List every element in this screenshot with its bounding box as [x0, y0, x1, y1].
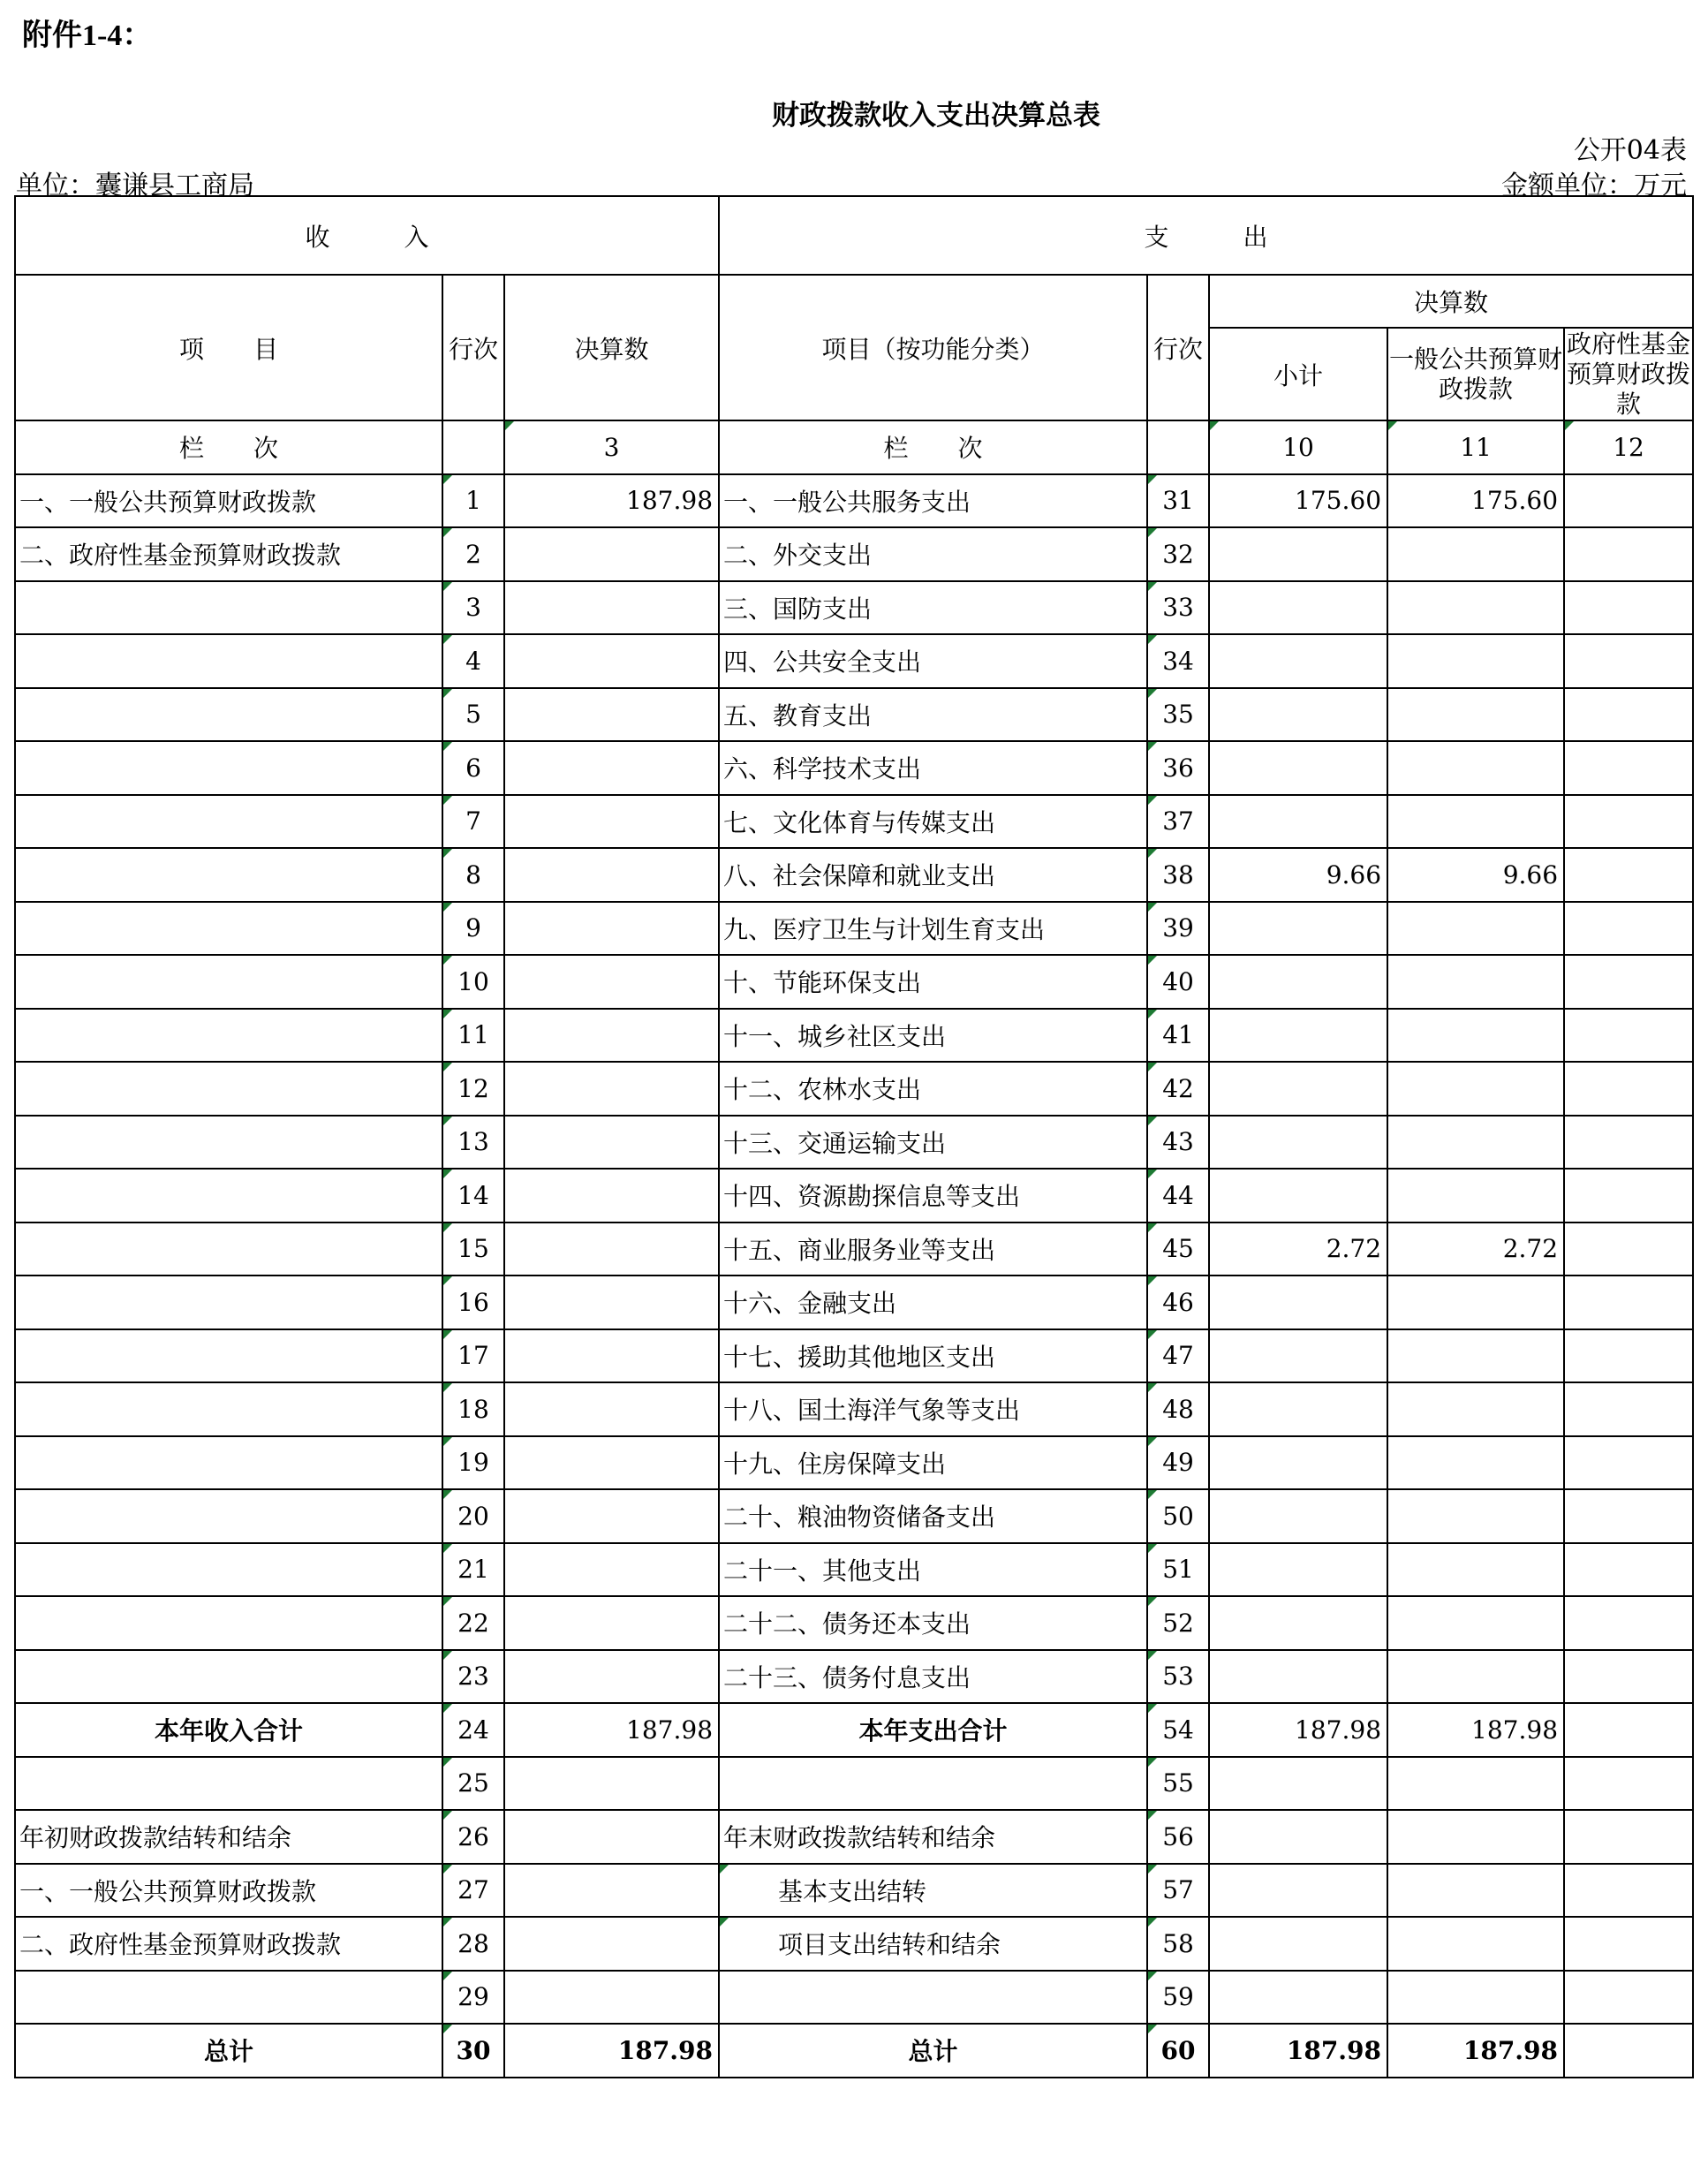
table-row: [15, 1543, 1693, 1597]
expense-line-no: 45: [1147, 1223, 1209, 1276]
expense-line-no: 32: [1147, 527, 1209, 581]
expense-gov-fund: [1564, 1917, 1693, 1971]
income-amount: [504, 1276, 719, 1329]
table-row: [15, 848, 1693, 902]
expense-general-budget: [1387, 1489, 1564, 1543]
expense-header: 支 出: [719, 196, 1693, 275]
income-item: [15, 1062, 442, 1116]
income-item: [15, 848, 442, 902]
income-item: [15, 902, 442, 956]
expense-item: 三、国防支出: [719, 581, 1147, 635]
col-10-label: 10: [1209, 420, 1387, 474]
expense-gov-fund: [1564, 1864, 1693, 1918]
gov-fund-header: 政府性基金预算财政拨款: [1564, 328, 1693, 420]
expense-item: 总计: [719, 2024, 1147, 2078]
expense-gov-fund: [1564, 1703, 1693, 1757]
expense-gov-fund: [1564, 634, 1693, 688]
expense-item: 本年支出合计: [719, 1703, 1147, 1757]
expense-general-budget: [1387, 1276, 1564, 1329]
income-line-no: 6: [442, 741, 504, 795]
col-3-label: 3: [504, 420, 719, 474]
income-amount: [504, 848, 719, 902]
expense-subtotal: 2.72: [1209, 1223, 1387, 1276]
income-item: [15, 1436, 442, 1490]
income-line-no: 26: [442, 1810, 504, 1864]
expense-general-budget: 187.98: [1387, 2024, 1564, 2078]
expense-gov-fund: [1564, 1971, 1693, 2025]
table-row: [15, 1810, 1693, 1864]
income-item: 总计: [15, 2024, 442, 2078]
expense-gov-fund: [1564, 2024, 1693, 2078]
expense-gov-fund: [1564, 1116, 1693, 1170]
income-line-no: 10: [442, 955, 504, 1009]
expense-item: 六、科学技术支出: [719, 741, 1147, 795]
table-row: [15, 634, 1693, 688]
table-row: [15, 1062, 1693, 1116]
expense-line-no: 53: [1147, 1650, 1209, 1704]
expense-item: 七、文化体育与传媒支出: [719, 795, 1147, 849]
income-amount: [504, 1329, 719, 1383]
expense-line-no: 37: [1147, 795, 1209, 849]
expense-line-no: 46: [1147, 1276, 1209, 1329]
income-line-no: 5: [442, 688, 504, 742]
expense-line-no: 52: [1147, 1596, 1209, 1650]
income-line-no: 3: [442, 581, 504, 635]
expense-subtotal: [1209, 634, 1387, 688]
expense-subtotal: [1209, 1062, 1387, 1116]
income-line-no: 29: [442, 1971, 504, 2025]
income-line-no: 16: [442, 1276, 504, 1329]
expense-line-no: 41: [1147, 1009, 1209, 1063]
expense-general-budget: 9.66: [1387, 848, 1564, 902]
income-amount: [504, 1757, 719, 1811]
expense-gov-fund: [1564, 581, 1693, 635]
income-item-header: 项 目: [15, 275, 442, 420]
income-amount: [504, 1169, 719, 1223]
income-line-no: 12: [442, 1062, 504, 1116]
expense-general-budget: [1387, 902, 1564, 956]
expense-general-budget: [1387, 741, 1564, 795]
expense-subtotal: [1209, 1276, 1387, 1329]
table-row: [15, 581, 1693, 635]
income-item: [15, 741, 442, 795]
income-item: [15, 581, 442, 635]
expense-subtotal: 175.60: [1209, 474, 1387, 528]
form-number: 公开04表: [1573, 135, 1687, 166]
income-line-no: 15: [442, 1223, 504, 1276]
expense-gov-fund: [1564, 1382, 1693, 1436]
income-header: 收 入: [15, 196, 719, 275]
table-row: [15, 1971, 1693, 2025]
expense-item: 四、公共安全支出: [719, 634, 1147, 688]
expense-item: 项目支出结转和结余: [719, 1917, 1147, 1971]
expense-gov-fund: [1564, 1062, 1693, 1116]
expense-general-budget: [1387, 1329, 1564, 1383]
income-amount: [504, 527, 719, 581]
income-item: [15, 1169, 442, 1223]
expense-gov-fund: [1564, 527, 1693, 581]
expense-gov-fund: [1564, 1276, 1693, 1329]
expense-item: 十二、农林水支出: [719, 1062, 1147, 1116]
income-line-no: 27: [442, 1864, 504, 1918]
income-item: [15, 1276, 442, 1329]
expense-subtotal: [1209, 1543, 1387, 1597]
expense-line-no: 55: [1147, 1757, 1209, 1811]
income-item: 一、一般公共预算财政拨款: [15, 474, 442, 528]
income-line-no: 25: [442, 1757, 504, 1811]
expense-subtotal: [1209, 1169, 1387, 1223]
expense-general-budget: [1387, 1382, 1564, 1436]
expense-general-budget: [1387, 1757, 1564, 1811]
expense-subtotal: [1209, 1436, 1387, 1490]
income-line-no: 11: [442, 1009, 504, 1063]
expense-subtotal: [1209, 955, 1387, 1009]
expense-amount-header: 决算数: [1209, 275, 1693, 328]
year-total-row: [15, 1703, 1693, 1757]
expense-line-no: 39: [1147, 902, 1209, 956]
income-item: [15, 795, 442, 849]
page-title: 财政拨款收入支出决算总表: [772, 100, 1100, 132]
expense-gov-fund: [1564, 955, 1693, 1009]
expense-subtotal: [1209, 1489, 1387, 1543]
expense-gov-fund: [1564, 1009, 1693, 1063]
expense-subtotal: [1209, 527, 1387, 581]
expense-gov-fund: [1564, 795, 1693, 849]
table-row: [15, 527, 1693, 581]
income-item: [15, 1489, 442, 1543]
expense-line-column: [1147, 420, 1209, 474]
expense-line-no: 60: [1147, 2024, 1209, 2078]
expense-item: 二十、粮油物资储备支出: [719, 1489, 1147, 1543]
expense-item-header: 项目（按功能分类）: [719, 275, 1147, 420]
income-amount: [504, 1116, 719, 1170]
expense-general-budget: [1387, 1596, 1564, 1650]
table-row: [15, 688, 1693, 742]
income-item: [15, 1543, 442, 1597]
expense-line-no: 34: [1147, 634, 1209, 688]
income-amount-header: 决算数: [504, 275, 719, 420]
expense-item: 五、教育支出: [719, 688, 1147, 742]
expense-line-no: 59: [1147, 1971, 1209, 2025]
expense-general-budget: 187.98: [1387, 1703, 1564, 1757]
expense-item: 十九、住房保障支出: [719, 1436, 1147, 1490]
expense-subtotal: 187.98: [1209, 2024, 1387, 2078]
income-item: [15, 1223, 442, 1276]
table-row: [15, 1276, 1693, 1329]
income-line-no: 22: [442, 1596, 504, 1650]
table-row: [15, 741, 1693, 795]
income-column-label: 栏 次: [15, 420, 442, 474]
income-amount: [504, 1382, 719, 1436]
subtotal-header: 小计: [1209, 328, 1387, 420]
income-item: [15, 688, 442, 742]
income-line-no: 18: [442, 1382, 504, 1436]
income-item: [15, 1757, 442, 1811]
income-line-no: 2: [442, 527, 504, 581]
table-row: [15, 1864, 1693, 1918]
income-amount: [504, 902, 719, 956]
expense-general-budget: 2.72: [1387, 1223, 1564, 1276]
expense-column-label: 栏 次: [719, 420, 1147, 474]
expense-line-no: 49: [1147, 1436, 1209, 1490]
income-amount: [504, 1917, 719, 1971]
table-row: [15, 474, 1693, 528]
expense-item: 十三、交通运输支出: [719, 1116, 1147, 1170]
expense-item: 十、节能环保支出: [719, 955, 1147, 1009]
expense-item: [719, 1757, 1147, 1811]
expense-general-budget: [1387, 1009, 1564, 1063]
expense-gov-fund: [1564, 1436, 1693, 1490]
expense-subtotal: [1209, 902, 1387, 956]
expense-item: 二、外交支出: [719, 527, 1147, 581]
expense-subtotal: [1209, 688, 1387, 742]
attachment-label: 附件1-4：: [22, 19, 153, 52]
expense-gov-fund: [1564, 848, 1693, 902]
expense-item: 十七、援助其他地区支出: [719, 1329, 1147, 1383]
expense-general-budget: [1387, 688, 1564, 742]
expense-general-budget: [1387, 581, 1564, 635]
expense-general-budget: [1387, 1436, 1564, 1490]
income-line-header: 行次: [442, 275, 504, 420]
expense-line-no: 31: [1147, 474, 1209, 528]
expense-general-budget: [1387, 1650, 1564, 1704]
expense-subtotal: [1209, 1329, 1387, 1383]
income-amount: [504, 795, 719, 849]
table-row: [15, 955, 1693, 1009]
expense-line-no: 38: [1147, 848, 1209, 902]
expense-subtotal: [1209, 795, 1387, 849]
expense-subtotal: [1209, 1864, 1387, 1918]
expense-subtotal: [1209, 741, 1387, 795]
income-item: [15, 634, 442, 688]
expense-general-budget: [1387, 527, 1564, 581]
expense-subtotal: [1209, 581, 1387, 635]
expense-general-budget: [1387, 1116, 1564, 1170]
expense-item: 八、社会保障和就业支出: [719, 848, 1147, 902]
income-line-no: 20: [442, 1489, 504, 1543]
income-line-no: 21: [442, 1543, 504, 1597]
expense-line-no: 40: [1147, 955, 1209, 1009]
expense-general-budget: [1387, 795, 1564, 849]
expense-line-no: 51: [1147, 1543, 1209, 1597]
expense-gov-fund: [1564, 1810, 1693, 1864]
expense-line-no: 47: [1147, 1329, 1209, 1383]
expense-line-no: 43: [1147, 1116, 1209, 1170]
income-amount: [504, 1489, 719, 1543]
expense-item: 二十二、债务还本支出: [719, 1596, 1147, 1650]
expense-general-budget: 175.60: [1387, 474, 1564, 528]
income-amount: [504, 1009, 719, 1063]
table-row: [15, 1917, 1693, 1971]
expense-item: 十五、商业服务业等支出: [719, 1223, 1147, 1276]
income-line-column: [442, 420, 504, 474]
table-row: [15, 795, 1693, 849]
unit-label: 单位：囊谦县工商局: [16, 170, 254, 201]
expense-item: 一、一般公共服务支出: [719, 474, 1147, 528]
income-item: 年初财政拨款结转和结余: [15, 1810, 442, 1864]
grand-total-row: [15, 2024, 1693, 2078]
expense-gov-fund: [1564, 1169, 1693, 1223]
expense-gov-fund: [1564, 1329, 1693, 1383]
expense-line-no: 58: [1147, 1917, 1209, 1971]
income-line-no: 30: [442, 2024, 504, 2078]
general-budget-header: 一般公共预算财政拨款: [1387, 328, 1564, 420]
expense-item: 十八、国土海洋气象等支出: [719, 1382, 1147, 1436]
income-line-no: 13: [442, 1116, 504, 1170]
table-row: [15, 1436, 1693, 1490]
income-amount: [504, 1223, 719, 1276]
table-row: [15, 1116, 1693, 1170]
income-item: 本年收入合计: [15, 1703, 442, 1757]
income-item: 二、政府性基金预算财政拨款: [15, 527, 442, 581]
expense-item: 二十一、其他支出: [719, 1543, 1147, 1597]
expense-item: 年末财政拨款结转和结余: [719, 1810, 1147, 1864]
table-row: [15, 1757, 1693, 1811]
income-amount: 187.98: [504, 474, 719, 528]
money-unit-label: 金额单位：万元: [1501, 170, 1687, 201]
expense-subtotal: [1209, 1971, 1387, 2025]
expense-subtotal: [1209, 1650, 1387, 1704]
expense-gov-fund: [1564, 1650, 1693, 1704]
expense-general-budget: [1387, 1864, 1564, 1918]
col-11-label: 11: [1387, 420, 1564, 474]
income-line-no: 24: [442, 1703, 504, 1757]
table-row: [15, 902, 1693, 956]
expense-line-no: 57: [1147, 1864, 1209, 1918]
expense-gov-fund: [1564, 1489, 1693, 1543]
expense-general-budget: [1387, 634, 1564, 688]
income-amount: [504, 1650, 719, 1704]
expense-line-header: 行次: [1147, 275, 1209, 420]
table-row: [15, 1223, 1693, 1276]
income-amount: [504, 1596, 719, 1650]
table-row: [15, 1329, 1693, 1383]
expense-gov-fund: [1564, 1757, 1693, 1811]
income-amount: [504, 688, 719, 742]
income-item: [15, 1009, 442, 1063]
expense-line-no: 48: [1147, 1382, 1209, 1436]
income-item: [15, 1596, 442, 1650]
expense-general-budget: [1387, 1917, 1564, 1971]
expense-item: 基本支出结转: [719, 1864, 1147, 1918]
income-line-no: 14: [442, 1169, 504, 1223]
income-item: [15, 1971, 442, 2025]
expense-gov-fund: [1564, 688, 1693, 742]
expense-subtotal: 187.98: [1209, 1703, 1387, 1757]
expense-subtotal: [1209, 1757, 1387, 1811]
expense-subtotal: [1209, 1917, 1387, 1971]
income-amount: [504, 634, 719, 688]
income-item: [15, 1650, 442, 1704]
table-row: [15, 1650, 1693, 1704]
expense-line-no: 56: [1147, 1810, 1209, 1864]
income-amount: [504, 581, 719, 635]
income-item: 二、政府性基金预算财政拨款: [15, 1917, 442, 1971]
expense-item: 十一、城乡社区支出: [719, 1009, 1147, 1063]
expense-item: [719, 1971, 1147, 2025]
income-item: [15, 1329, 442, 1383]
expense-general-budget: [1387, 1543, 1564, 1597]
expense-general-budget: [1387, 1971, 1564, 2025]
expense-line-no: 54: [1147, 1703, 1209, 1757]
income-amount: [504, 1810, 719, 1864]
income-item: [15, 1382, 442, 1436]
expense-general-budget: [1387, 1169, 1564, 1223]
income-line-no: 1: [442, 474, 504, 528]
income-amount: [504, 1864, 719, 1918]
expense-subtotal: [1209, 1009, 1387, 1063]
table-row: [15, 1489, 1693, 1543]
income-line-no: 28: [442, 1917, 504, 1971]
income-item: [15, 1116, 442, 1170]
income-amount: [504, 955, 719, 1009]
expense-line-no: 42: [1147, 1062, 1209, 1116]
expense-general-budget: [1387, 1810, 1564, 1864]
income-line-no: 23: [442, 1650, 504, 1704]
expense-subtotal: [1209, 1116, 1387, 1170]
table-row: [15, 1009, 1693, 1063]
income-line-no: 7: [442, 795, 504, 849]
income-line-no: 17: [442, 1329, 504, 1383]
income-item: [15, 955, 442, 1009]
income-line-no: 8: [442, 848, 504, 902]
table-row: [15, 1596, 1693, 1650]
expense-general-budget: [1387, 955, 1564, 1009]
income-amount: [504, 1971, 719, 2025]
table-row: [15, 1382, 1693, 1436]
expense-gov-fund: [1564, 741, 1693, 795]
expense-item: 二十三、债务付息支出: [719, 1650, 1147, 1704]
expense-gov-fund: [1564, 474, 1693, 528]
income-item: 一、一般公共预算财政拨款: [15, 1864, 442, 1918]
expense-subtotal: [1209, 1382, 1387, 1436]
expense-item: 十六、金融支出: [719, 1276, 1147, 1329]
expense-item: 九、医疗卫生与计划生育支出: [719, 902, 1147, 956]
income-line-no: 19: [442, 1436, 504, 1490]
expense-gov-fund: [1564, 1223, 1693, 1276]
income-amount: [504, 1543, 719, 1597]
final-accounts-table: [14, 195, 1694, 2078]
income-amount: 187.98: [504, 1703, 719, 1757]
expense-gov-fund: [1564, 1596, 1693, 1650]
expense-line-no: 33: [1147, 581, 1209, 635]
table-row: [15, 1169, 1693, 1223]
income-amount: 187.98: [504, 2024, 719, 2078]
income-amount: [504, 1062, 719, 1116]
expense-subtotal: [1209, 1596, 1387, 1650]
expense-line-no: 36: [1147, 741, 1209, 795]
income-line-no: 9: [442, 902, 504, 956]
expense-line-no: 35: [1147, 688, 1209, 742]
col-12-label: 12: [1564, 420, 1693, 474]
expense-gov-fund: [1564, 902, 1693, 956]
expense-subtotal: [1209, 1810, 1387, 1864]
expense-gov-fund: [1564, 1543, 1693, 1597]
expense-line-no: 50: [1147, 1489, 1209, 1543]
expense-line-no: 44: [1147, 1169, 1209, 1223]
expense-item: 十四、资源勘探信息等支出: [719, 1169, 1147, 1223]
expense-subtotal: 9.66: [1209, 848, 1387, 902]
income-amount: [504, 741, 719, 795]
income-amount: [504, 1436, 719, 1490]
income-line-no: 4: [442, 634, 504, 688]
expense-general-budget: [1387, 1062, 1564, 1116]
